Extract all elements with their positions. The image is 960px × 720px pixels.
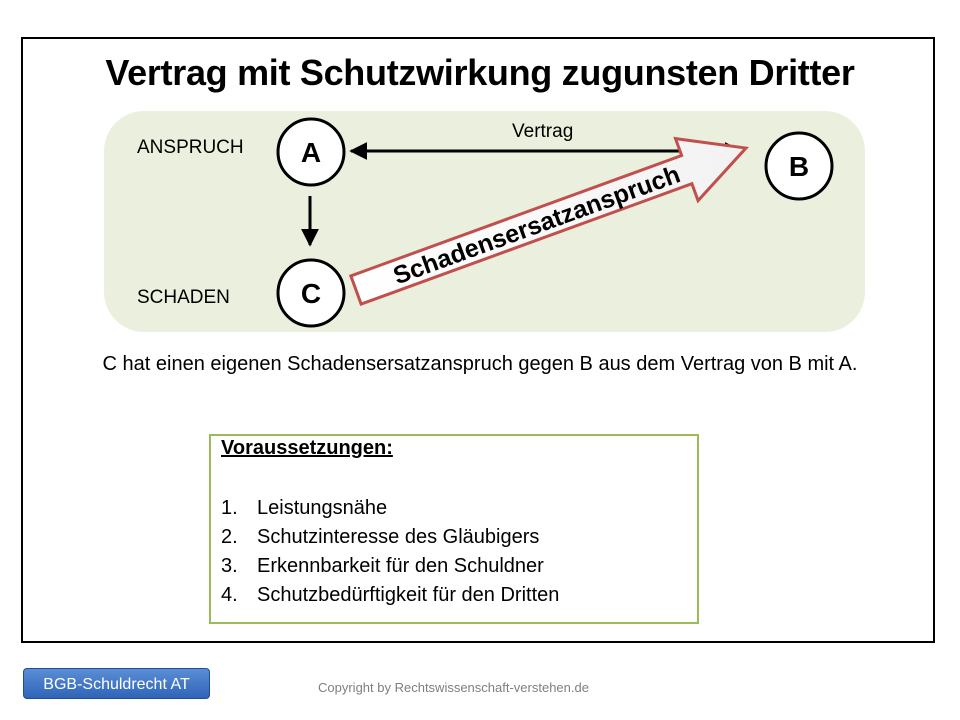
node-c-label: C xyxy=(300,278,322,309)
contract-label: Vertrag xyxy=(512,121,574,142)
list-item-text: Erkennbarkeit für den Schuldner xyxy=(257,555,544,577)
claim-arrow-label: Schadensersatzanspruch xyxy=(389,160,684,291)
list-item-number: 4. xyxy=(221,584,238,606)
schaden-label: SCHADEN xyxy=(137,287,230,308)
list-item-number: 1. xyxy=(221,497,238,519)
explanation-caption: C hat einen eigenen Schadensersatzanspruch gegen B aus dem Vertrag von B mit A. xyxy=(102,353,858,375)
list-item-text: Schutzinteresse des Gläubigers xyxy=(257,526,540,548)
list-item xyxy=(221,581,559,610)
list-item xyxy=(221,494,559,523)
anspruch-label: ANSPRUCH xyxy=(137,137,244,158)
list-item-text: Leistungsnähe xyxy=(257,497,388,519)
copyright-notice: Copyright by Rechtswissenschaft-verstehen.de xyxy=(318,680,589,695)
list-item-number: 2. xyxy=(221,526,238,548)
course-badge-button[interactable]: BGB-Schuldrecht AT xyxy=(23,668,210,699)
requirements-title: Voraussetzungen: xyxy=(221,437,393,459)
list-item xyxy=(221,552,559,581)
claim-arrow xyxy=(345,117,758,321)
requirements-box xyxy=(209,434,699,624)
list-item-text: Schutzbedürftigkeit für den Dritten xyxy=(257,584,560,606)
list-item-number: 3. xyxy=(221,555,238,577)
list-item xyxy=(221,523,559,552)
node-b-label: B xyxy=(788,151,810,182)
slide-title: Vertrag mit Schutzwirkung zugunsten Dritter xyxy=(105,52,855,93)
node-a-label: A xyxy=(300,137,322,168)
requirements-list xyxy=(221,494,559,610)
